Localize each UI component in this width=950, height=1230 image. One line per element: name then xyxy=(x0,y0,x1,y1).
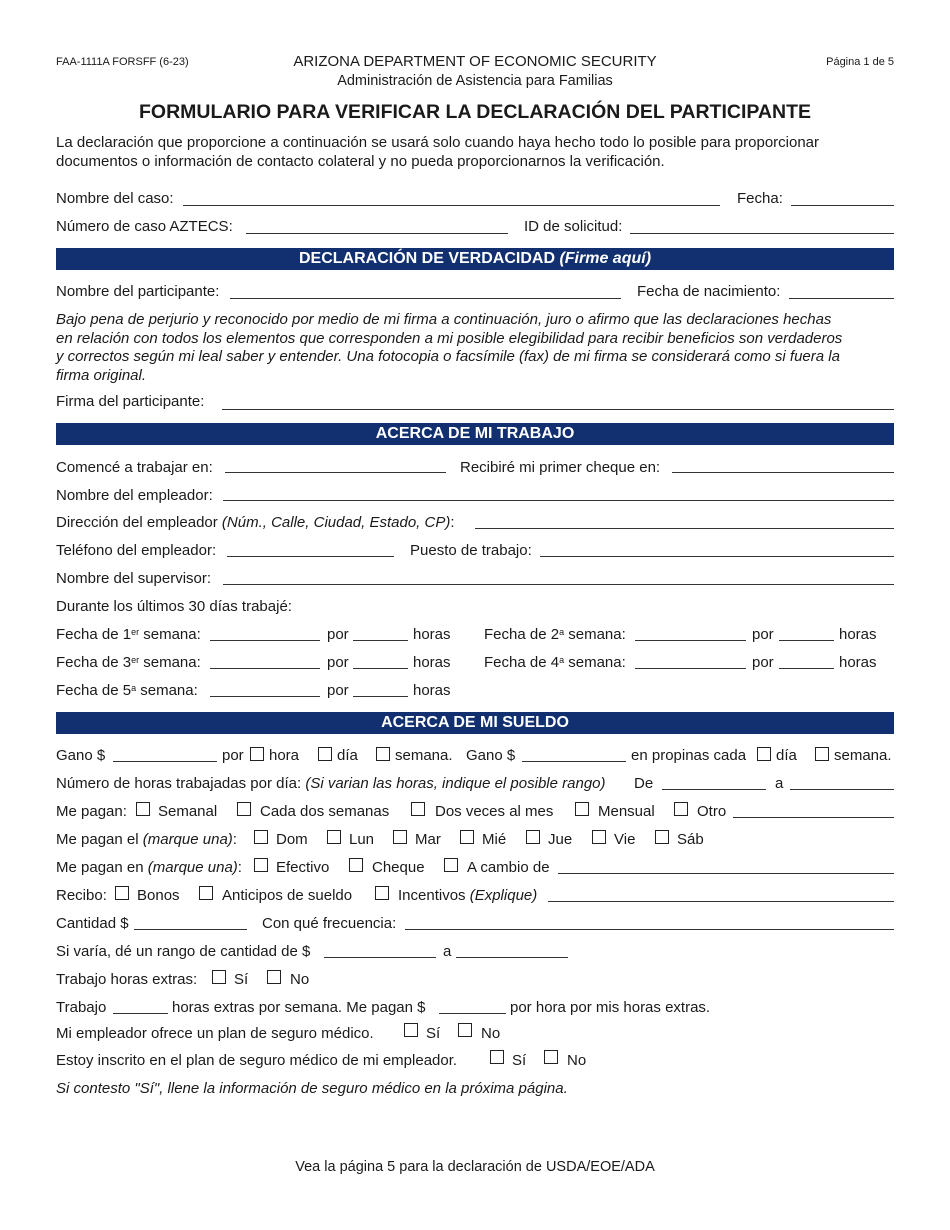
participant-name-label: Nombre del participante: xyxy=(56,283,220,300)
insurance-enrolled-yes-label: Sí xyxy=(512,1052,527,1069)
week-5-por: por xyxy=(327,682,349,699)
day-fri-checkbox[interactable] xyxy=(592,830,606,844)
method-check-label: Cheque xyxy=(372,859,425,876)
signature-label: Firma del participante: xyxy=(56,393,205,410)
method-cash-checkbox[interactable] xyxy=(254,858,268,872)
week-4-horas: horas xyxy=(839,654,877,671)
range-to-label: a xyxy=(443,943,452,960)
week-3-por: por xyxy=(327,654,349,671)
wage-field[interactable] xyxy=(113,761,217,762)
day-tue-checkbox[interactable] xyxy=(393,830,407,844)
footer-note: Vea la página 5 para la declaración de USDA/EOE/ADA xyxy=(295,1159,655,1175)
overtime-no-checkbox[interactable] xyxy=(267,970,281,984)
tips-each-label: en propinas cada xyxy=(631,747,747,764)
first-check-label: Recibiré mi primer cheque en: xyxy=(460,459,661,476)
insurance-note: Si contesto "Sí", llene la información de seguro médico en la próxima página. xyxy=(56,1080,568,1097)
week-3-horas: horas xyxy=(413,654,451,671)
form-id: FAA-1111A FORSFF (6-23) xyxy=(56,56,189,68)
ot-rate-field[interactable] xyxy=(439,1013,506,1014)
range-from-field[interactable] xyxy=(324,957,436,958)
employer-address-hint: (Núm., Calle, Ciudad, Estado, CP) xyxy=(221,514,451,531)
day-fri-label: Vie xyxy=(614,831,636,848)
started-field[interactable] xyxy=(225,472,446,473)
tips-label: Gano $ xyxy=(466,747,516,764)
overtime-label: Trabajo horas extras: xyxy=(56,971,198,988)
wage-hour-checkbox[interactable] xyxy=(250,747,264,761)
wage-week-label: semana. xyxy=(395,747,453,764)
week-5-label: Fecha de 5$^a$ semana: xyxy=(56,682,198,699)
week-1-por: por xyxy=(327,626,349,643)
week-2-hours-field[interactable] xyxy=(779,640,834,641)
day-sun-label: Dom xyxy=(276,831,308,848)
intro-line-1: La declaración que proporcione a continuación se usará solo cuando haya hecho todo lo posible para proporcionar xyxy=(56,134,820,151)
request-id-field[interactable] xyxy=(630,233,894,234)
insurance-enrolled-yes-checkbox[interactable] xyxy=(490,1050,504,1064)
insurance-enrolled-no-checkbox[interactable] xyxy=(544,1050,558,1064)
insurance-offer-yes-checkbox[interactable] xyxy=(404,1023,418,1037)
truth-section-sign-hint: (Firme aquí) xyxy=(559,250,652,267)
wage-day-label: día xyxy=(337,747,358,764)
range-to-field[interactable] xyxy=(456,957,568,958)
aztecs-label: Número de caso AZTECS: xyxy=(56,218,233,235)
freq-monthly-checkbox[interactable] xyxy=(575,802,589,816)
first-check-field[interactable] xyxy=(672,472,894,473)
job-title-label: Puesto de trabajo: xyxy=(410,542,532,559)
how-often-field[interactable] xyxy=(405,929,894,930)
week-1-date-field[interactable] xyxy=(210,640,320,641)
department-name: ARIZONA DEPARTMENT OF ECONOMIC SECURITY xyxy=(293,53,657,70)
intro-line-2: documentos o información de contacto colateral y no pueda proporcionarnos la verificación. xyxy=(56,153,665,170)
oath-line-3: y correctos según mi leal saber y entender. Una fotocopia o facsímile (fax) de mi firma se considerará como si fuera la xyxy=(56,348,840,365)
wage-label: Gano $ xyxy=(56,747,106,764)
day-thu-label: Jue xyxy=(548,831,573,848)
dob-field[interactable] xyxy=(789,298,894,299)
wage-por: por xyxy=(222,747,244,764)
case-name-field[interactable] xyxy=(183,205,720,206)
wage-week-checkbox[interactable] xyxy=(376,747,390,761)
signature-field[interactable] xyxy=(222,409,894,410)
truth-section-title: DECLARACIÓN DE VERDACIDAD xyxy=(298,250,555,267)
bonus-checkbox[interactable] xyxy=(115,886,129,900)
supervisor-field[interactable] xyxy=(223,584,894,585)
work-section-header: ACERCA DE MI TRABAJO xyxy=(56,423,894,445)
amount-field[interactable] xyxy=(134,929,247,930)
hours-to-field[interactable] xyxy=(790,789,894,790)
wage-day-checkbox[interactable] xyxy=(318,747,332,761)
week-1-hours-field[interactable] xyxy=(353,640,408,641)
hours-per-day-label: Número de horas trabajadas por día: (Si varian las horas, indique el posible rango) xyxy=(56,775,606,792)
amount-label: Cantidad $ xyxy=(56,915,129,932)
tips-week-checkbox[interactable] xyxy=(815,747,829,761)
employer-phone-label: Teléfono del empleador: xyxy=(56,542,217,559)
method-exchange-checkbox[interactable] xyxy=(444,858,458,872)
freq-weekly-checkbox[interactable] xyxy=(136,802,150,816)
day-mon-checkbox[interactable] xyxy=(327,830,341,844)
pay-day-label: Me pagan el (marque una): xyxy=(56,831,237,848)
oath-line-2: en relación con todos los elementos que corresponden a mi posible elegibilidad para recibir beneficios son verdaderos xyxy=(56,330,843,347)
last30-label: Durante los últimos 30 días trabajé: xyxy=(56,598,292,615)
method-exchange-label: A cambio de xyxy=(467,859,550,876)
day-tue-label: Mar xyxy=(415,831,441,848)
incentive-explain-field[interactable] xyxy=(548,901,894,902)
dob-label: Fecha de nacimiento: xyxy=(637,283,781,300)
freq-biweekly-label: Cada dos semanas xyxy=(260,803,390,820)
employer-address-field[interactable] xyxy=(475,528,894,529)
insurance-offer-no-checkbox[interactable] xyxy=(458,1023,472,1037)
insurance-enrolled-label: Estoy inscrito en el plan de seguro médico de mi empleador. xyxy=(56,1052,458,1069)
method-cash-label: Efectivo xyxy=(276,859,330,876)
freq-semimonthly-checkbox[interactable] xyxy=(411,802,425,816)
method-exchange-field[interactable] xyxy=(558,873,894,874)
receive-label: Recibo: xyxy=(56,887,107,904)
day-sat-label: Sáb xyxy=(677,831,704,848)
division-name: Administración de Asistencia para Familias xyxy=(337,73,613,89)
employer-address-colon: : xyxy=(450,514,455,531)
range-label: Si varía, dé un rango de cantidad de $ xyxy=(56,943,311,960)
day-wed-label: Mié xyxy=(482,831,507,848)
advance-label: Anticipos de sueldo xyxy=(222,887,353,904)
week-5-horas: horas xyxy=(413,682,451,699)
day-sat-checkbox[interactable] xyxy=(655,830,669,844)
job-title-field[interactable] xyxy=(540,556,894,557)
method-check-checkbox[interactable] xyxy=(349,858,363,872)
freq-biweekly-checkbox[interactable] xyxy=(237,802,251,816)
truth-section-header xyxy=(56,248,894,270)
hours-per-day-hint: (Si varian las horas, indique el posible rango) xyxy=(305,775,606,792)
employer-address-text: Dirección del empleador xyxy=(56,514,218,531)
advance-checkbox[interactable] xyxy=(199,886,213,900)
week-4-label: Fecha de 4$^a$ semana: xyxy=(484,654,626,671)
date-field[interactable] xyxy=(791,205,894,206)
hours-from-label: De xyxy=(634,775,654,792)
date-label: Fecha: xyxy=(737,190,783,207)
employer-name-field[interactable] xyxy=(223,500,894,501)
hours-to-label: a xyxy=(775,775,784,792)
week-5-date-field[interactable] xyxy=(210,696,320,697)
hours-from-field[interactable] xyxy=(662,789,766,790)
how-often-label: Con qué frecuencia: xyxy=(262,915,397,932)
insurance-offer-yes-label: Sí xyxy=(426,1025,441,1042)
freq-other-label: Otro xyxy=(697,803,727,820)
participant-name-field[interactable] xyxy=(230,298,621,299)
bonus-label: Bonos xyxy=(137,887,180,904)
tips-field[interactable] xyxy=(522,761,626,762)
day-thu-checkbox[interactable] xyxy=(526,830,540,844)
ot-mid-label: horas extras por semana. Me pagan $ xyxy=(172,999,426,1016)
week-2-horas: horas xyxy=(839,626,877,643)
week-4-por: por xyxy=(752,654,774,671)
overtime-yes-checkbox[interactable] xyxy=(212,970,226,984)
week-3-label: Fecha de 3er semana: xyxy=(56,654,201,671)
employer-address-label xyxy=(56,514,455,532)
overtime-no-label: No xyxy=(290,971,310,988)
aztecs-field[interactable] xyxy=(246,233,508,234)
pay-section-header: ACERCA DE MI SUELDO xyxy=(56,712,894,734)
tips-day-label: día xyxy=(776,747,797,764)
overtime-yes-label: Sí xyxy=(234,971,249,988)
day-sun-checkbox[interactable] xyxy=(254,830,268,844)
freq-monthly-label: Mensual xyxy=(598,803,655,820)
form-title: FORMULARIO PARA VERIFICAR LA DECLARACIÓN DEL PARTICIPANTE xyxy=(138,101,812,123)
request-id-label: ID de solicitud: xyxy=(524,218,623,235)
incentive-label: Incentivos (Explique) xyxy=(398,887,538,904)
week-3-hours-field[interactable] xyxy=(353,668,408,669)
insurance-enrolled-no-label: No xyxy=(567,1052,587,1069)
page-number: Página 1 de 5 xyxy=(826,56,894,68)
freq-other-checkbox[interactable] xyxy=(674,802,688,816)
freq-other-field[interactable] xyxy=(733,817,894,818)
freq-semimonthly-label: Dos veces al mes xyxy=(435,803,554,820)
week-4-date-field[interactable] xyxy=(635,668,746,669)
freq-weekly-label: Semanal xyxy=(158,803,218,820)
pay-method-label: Me pagan en (marque una): xyxy=(56,859,242,876)
week-2-date-field[interactable] xyxy=(635,640,746,641)
insurance-offer-no-label: No xyxy=(481,1025,501,1042)
wage-hour-label: hora xyxy=(269,747,300,764)
week-2-por: por xyxy=(752,626,774,643)
ot-end-label: por hora por mis horas extras. xyxy=(510,999,711,1016)
pay-frequency-label: Me pagan: xyxy=(56,803,127,820)
day-mon-label: Lun xyxy=(349,831,375,848)
ot-work-label: Trabajo xyxy=(56,999,107,1016)
ot-hours-field[interactable] xyxy=(113,1013,168,1014)
employer-name-label: Nombre del empleador: xyxy=(56,487,213,504)
employer-phone-field[interactable] xyxy=(227,556,394,557)
tips-week-label: semana. xyxy=(834,747,892,764)
oath-line-4: firma original. xyxy=(56,367,147,384)
incentive-checkbox[interactable] xyxy=(375,886,389,900)
day-wed-checkbox[interactable] xyxy=(460,830,474,844)
week-2-label: Fecha de 2$^a$ semana: xyxy=(484,626,626,643)
oath-line-1: Bajo pena de perjurio y reconocido por medio de mi firma a continuación, juro o afirmo que las declaraciones hechas xyxy=(56,311,832,328)
week-3-date-field[interactable] xyxy=(210,668,320,669)
week-1-horas: horas xyxy=(413,626,451,643)
started-label: Comencé a trabajar en: xyxy=(56,459,213,476)
week-5-hours-field[interactable] xyxy=(353,696,408,697)
case-name-label: Nombre del caso: xyxy=(56,190,174,207)
insurance-offer-label: Mi empleador ofrece un plan de seguro médico. xyxy=(56,1025,374,1042)
tips-day-checkbox[interactable] xyxy=(757,747,771,761)
supervisor-label: Nombre del supervisor: xyxy=(56,570,212,587)
week-4-hours-field[interactable] xyxy=(779,668,834,669)
week-1-label: Fecha de 1er semana: xyxy=(56,626,201,643)
